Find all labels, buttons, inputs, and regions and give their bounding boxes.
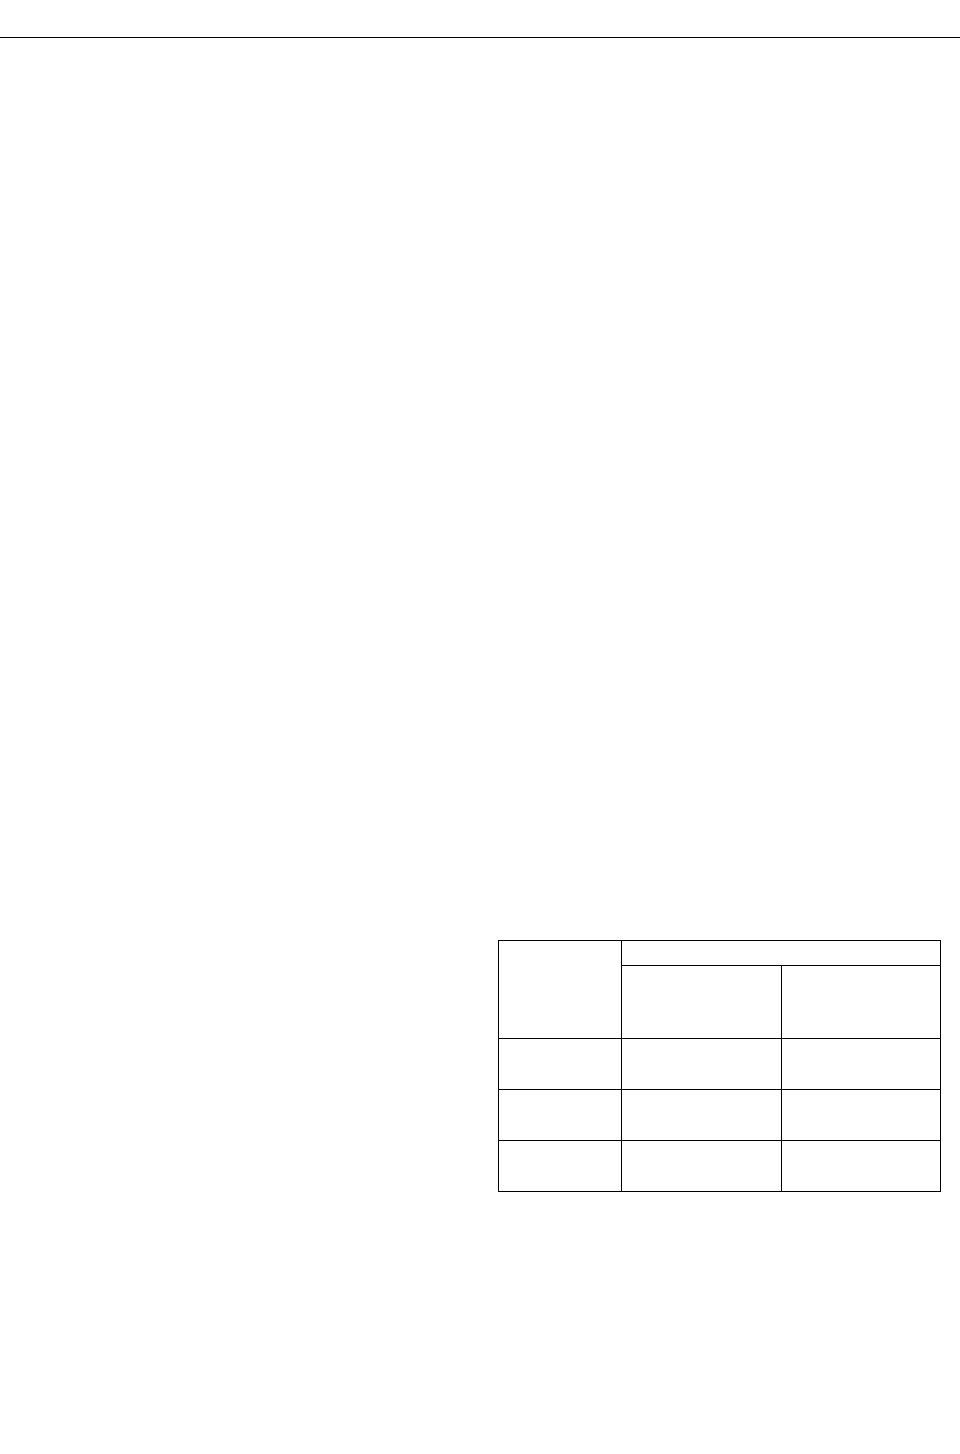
table-header-row <box>499 941 941 966</box>
header-group-cell <box>622 941 941 966</box>
row-label <box>499 1039 622 1090</box>
table-row <box>499 1039 941 1090</box>
page-header <box>0 0 960 42</box>
row-label <box>499 1090 622 1141</box>
value-cell <box>782 1090 941 1141</box>
table-row <box>499 1141 941 1192</box>
row-label <box>499 1141 622 1192</box>
row-header-cell <box>499 941 622 1039</box>
column-header-ball <box>782 966 941 1039</box>
figure-17 <box>492 150 960 695</box>
table-row <box>499 1090 941 1141</box>
value-cell <box>782 1039 941 1090</box>
value-cell <box>622 1141 782 1192</box>
value-cell <box>622 1039 782 1090</box>
value-cell <box>622 1090 782 1141</box>
left-column <box>4 146 456 180</box>
value-cell <box>782 1141 941 1192</box>
resistance-table <box>498 940 941 1192</box>
column-header-roller <box>622 966 782 1039</box>
header-rule <box>0 37 960 38</box>
